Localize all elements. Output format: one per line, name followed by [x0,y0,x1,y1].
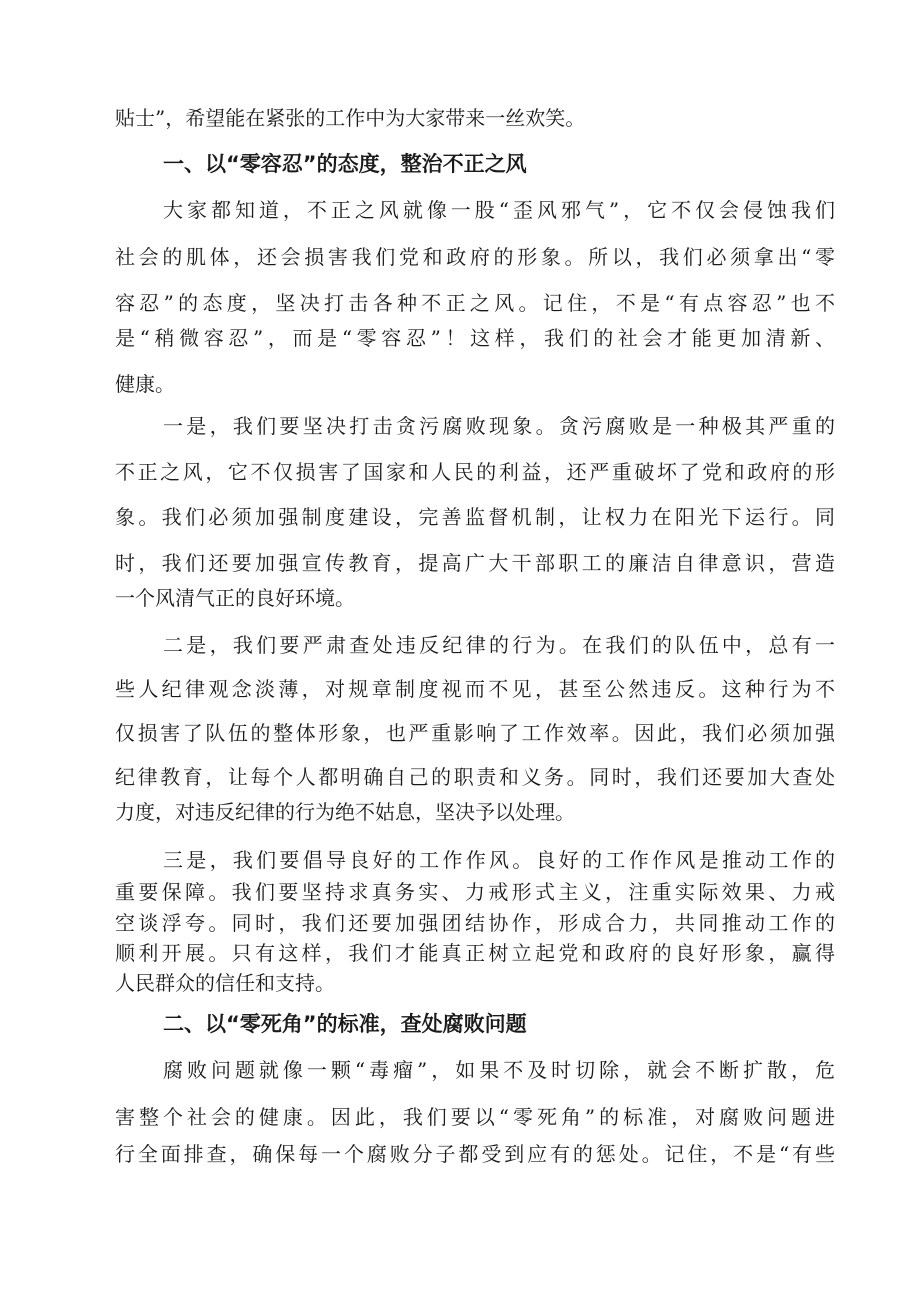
paragraph-line: 害整个社会的健康。因此，我们要以“零死角”的标准，对腐败问题进 [115,1105,835,1129]
paragraph-line: 力度，对违反纪律的行为绝不姑息，坚决予以处理。 [115,800,575,824]
paragraph-line: 社会的肌体，还会损害我们党和政府的形象。所以，我们必须拿出“零 [115,245,835,269]
paragraph-line: 空谈浮夸。同时，我们还要加强团结协作，形成合力，共同推动工作的 [115,911,835,935]
paragraph-line: 纪律教育，让每个人都明确自己的职责和义务。同时，我们还要加大查处 [115,765,835,789]
paragraph-line: 不正之风，它不仅损害了国家和人民的利益，还严重破坏了党和政府的形 [115,460,835,484]
paragraph-line: 三是，我们要倡导良好的工作作风。良好的工作作风是推动工作的 [163,848,835,872]
paragraph-line: 重要保障。我们要坚持求真务实、力戒形式主义，注重实际效果、力戒 [115,880,835,904]
paragraph-line: 一个风清气正的良好环境。 [115,586,355,610]
paragraph-line: 健康。 [115,372,175,396]
paragraph-line: 象。我们必须加强制度建设，完善监督机制，让权力在阳光下运行。同 [115,505,835,529]
paragraph-line: 腐败问题就像一颗“毒瘤”，如果不及时切除，就会不断扩散，危 [163,1058,835,1082]
paragraph-line: 行全面排查，确保每一个腐败分子都受到应有的惩处。记住，不是“有些 [115,1142,835,1166]
paragraph-line: 仅损害了队伍的整体形象，也严重影响了工作效率。因此，我们必须加强 [115,721,835,745]
paragraph-line: 一是，我们要坚决打击贪污腐败现象。贪污腐败是一种极其严重的 [163,414,835,438]
section-heading-2: 二、以“零死角”的标准，查处腐败问题 [163,1012,527,1036]
paragraph-line: 二是，我们要严肃查处违反纪律的行为。在我们的队伍中，总有一 [163,633,835,657]
paragraph-line: 是“稍微容忍”，而是“零容忍”！这样，我们的社会才能更加清新、 [115,326,835,350]
paragraph-line: 些人纪律观念淡薄，对规章制度视而不见，甚至公然违反。这种行为不 [115,677,835,701]
paragraph-line: 贴士”，希望能在紧张的工作中为大家带来一丝欢笑。 [115,106,586,130]
paragraph-line: 人民群众的信任和支持。 [115,971,335,995]
paragraph-line: 时，我们还要加强宣传教育，提高广大干部职工的廉洁自律意识，营造 [115,551,835,575]
paragraph-line: 顺利开展。只有这样，我们才能真正树立起党和政府的良好形象，赢得 [115,941,835,965]
paragraph-line: 大家都知道，不正之风就像一股“歪风邪气”，它不仅会侵蚀我们 [163,198,835,222]
paragraph-line: 容忍”的态度，坚决打击各种不正之风。记住，不是“有点容忍”也不 [115,291,835,315]
section-heading-1: 一、以“零容忍”的态度，整治不正之风 [163,152,527,176]
